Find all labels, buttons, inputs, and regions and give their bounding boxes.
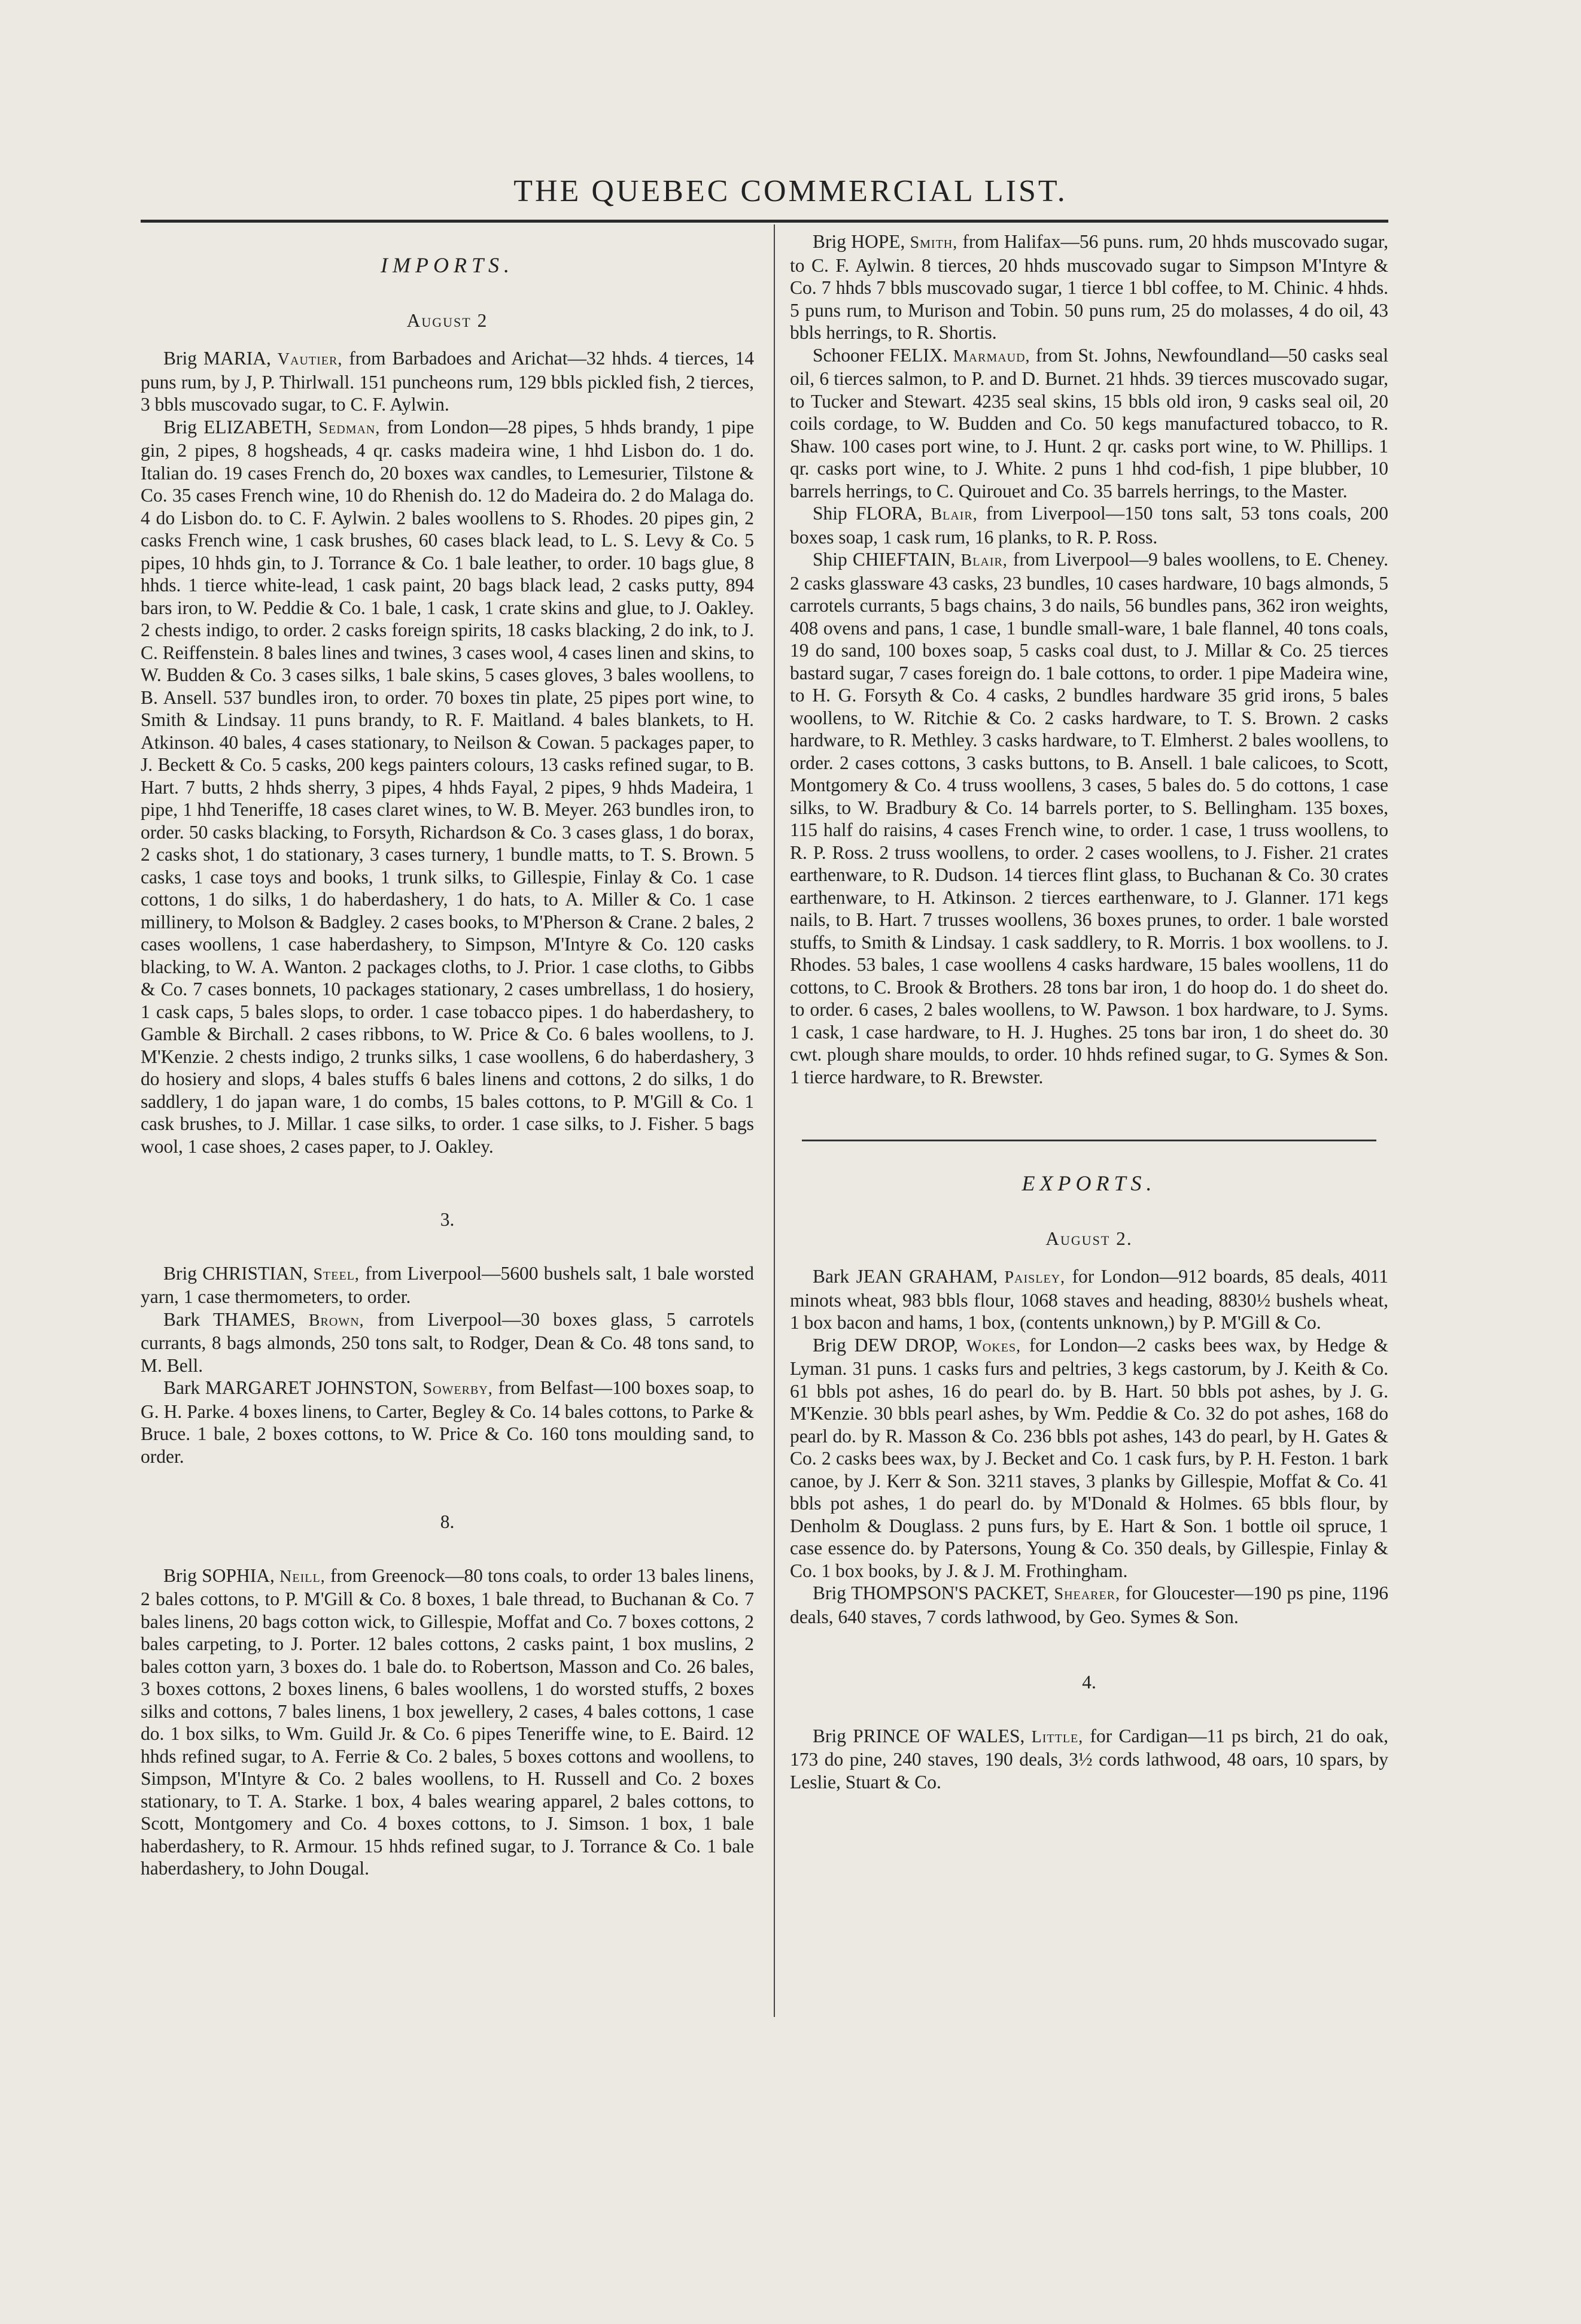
master-name: Wokes,: [966, 1336, 1021, 1356]
left-column: [141, 230, 754, 1880]
vessel-name: Brig PRINCE OF WALES,: [813, 1725, 1025, 1746]
column-divider: [774, 224, 775, 2017]
date-heading: 3.: [440, 1209, 455, 1230]
master-name: Sowerby,: [422, 1380, 493, 1398]
cargo-text: for London—2 casks bees wax, by Hedge & Lyman. 31 puns. 1 casks furs and peltries, 3 kegs castorum, by J. Keith & Co. 61 bbls pot ashes, 16 do pearl do. by B. Hart. 50 bbls pot ashes, by J. G. M'Kenzie. 30 bbls pearl ashes, by Wm. Peddie & Co. 32 do pot ashes, 168 do pearl do. by R. Masson & Co. 236 bbls pot ashes, 143 do pearl, by H. Gates & Co. 2 casks bees wax, by J. Becket and Co. 1 cask furs, by P. H. Feston. 1 bark canoe, by J. Kerr & Son. 3211 staves, 3 planks by Gillespie, Moffat & Co. 41 bbls pot ashes, 1 do pearl do. by M'Donald & Holmes. 65 bbls flour, by Denholm & Douglass. 2 puns furs, by E. Hart & Son. 1 bottle oil spruce, 1 case essence do. by Patersons, Young & Co. 350 deals, by Gillespie, Finlay & Co. 1 box books, by J. & J. M. Frothingham.: [790, 1334, 1388, 1581]
import-entry: [790, 230, 1388, 344]
master-name: Blair,: [960, 551, 1008, 570]
vessel-name: Brig MARIA,: [163, 348, 271, 369]
cargo-text: from Liverpool—9 bales woollens, to E. Cheney. 2 casks glassware 43 casks, 23 bundles, 10 cases hardware, 10 bags almonds, 5 carrotels currants, 5 bags chains, 3 do nails, 56 bundles pans, 362 iron weights, 408 ovens and pans, 1 case, 1 bundle small-ware, 1 bale flannel, 40 tons coals, 19 do sand, 100 boxes soap, 5 casks coal dust, to J. Millar & Co. 25 tierces bastard sugar, 7 cases foreign do. 1 bale cottons, to order. 1 pipe Madeira wine, to H. G. Forsyth & Co. 4 casks, 2 bundles hardware 35 grid irons, 5 bales woollens, to W. Ritchie & Co. 2 casks hardware, to T. S. Brown. 2 casks hardware, to R. Methley. 3 casks hardware, to T. Elmherst. 2 bales woollens, to order. 2 cases cottons, 3 casks buttons, to B. Ansell. 1 bale calicoes, to Scott, Montgomery & Co. 4 truss woollens, 3 cases, 5 bales do. 5 do cottons, 1 case silks, to W. Bradbury & Co. 14 barrels porter, to S. Bellingham. 135 boxes, 115 half do raisins, 4 cases French wine, to order. 1 case, 1 truss woollens, to R. P. Ross. 2 truss woollens, to order. 2 cases woollens, to J. Fisher. 21 crates earthenware, to R. Dudson. 14 tierces flint glass, to Buchanan & Co. 30 crates earthenware, to H. Atkinson. 2 tierces earthenware, to J. Glanner. 171 kegs nails, to B. Hart. 7 trusses woollens, 36 boxes prunes, to order. 1 bale worsted stuffs, to Smith & Lindsay. 1 cask saddlery, to R. Morris. 1 box woollens. to J. Rhodes. 53 bales, 1 case woollens 4 casks hardware, 15 bales woollens, 11 do cottons, to C. Brook & Brothers. 28 tons bar iron, 1 do hoop do. 1 do sheet do. to order. 6 cases, 2 bales woollens, to W. Pawson. 1 box hardware, to J. Syms. 1 cask, 1 case hardware, to H. J. Hughes. 25 tons bar iron, 1 do sheet do. 30 cwt. plough share moulds, to order. 10 hhds refined sugar, to G. Symes & Son. 1 tierce hardware, to R. Brewster.: [790, 549, 1389, 1087]
cargo-text: from Liverpool—5600 bushels salt, 1 bale worsted yarn, 1 case thermometers, to order.: [141, 1262, 755, 1307]
cargo-text: from Halifax—56 puns. rum, 20 hhds muscovado sugar, to C. F. Aylwin. 8 tierces, 20 hhds muscovado sugar to Simpson M'Intyre & Co. 7 hhds 7 bbls muscovado sugar, 1 tierce 1 bbl coffee, to M. Chinic. 4 hhds. 5 puns rum, to Murison and Tobin. 50 puns rum, 25 do molasses, 4 do oil, 43 bbls herrings, to R. Shortis.: [790, 231, 1389, 343]
cargo-text: from Liverpool—30 boxes glass, 5 carrotels currants, 8 bags almonds, 250 tons salt, to Rodger, Dean & Co. 48 tons sand, to M. Bell.: [141, 1308, 755, 1376]
vessel-name: Bark JEAN GRAHAM,: [813, 1266, 998, 1287]
vessel-name: Brig ELIZABETH,: [163, 416, 312, 438]
import-entry: [141, 347, 754, 416]
cargo-text: for Gloucester—190 ps pine, 1196 deals, 640 staves, 7 cords lathwood, by Geo. Symes & Son.: [790, 1582, 1389, 1627]
import-entry: [141, 1564, 754, 1880]
vessel-name: Brig DEW DROP,: [813, 1334, 958, 1356]
master-name: Little,: [1031, 1727, 1084, 1746]
cargo-text: from Barbadoes and Arichat—32 hhds. 4 tierces, 14 puns rum, by J, P. Thirlwall. 151 puncheons rum, 129 bbls pickled fish, 2 tierces, 3 bbls muscovado sugar, to C. F. Aylwin.: [141, 348, 755, 415]
cargo-text: from Liverpool—150 tons salt, 53 tons coals, 200 boxes soap, 1 cask rum, 16 planks, to R. P. Ross.: [790, 503, 1389, 548]
vessel-name: Brig SOPHIA,: [163, 1564, 275, 1586]
imports-heading: IMPORTS.: [381, 253, 514, 277]
master-name: Vautier,: [277, 350, 343, 369]
exports-heading: EXPORTS.: [1021, 1171, 1157, 1195]
date-heading: 8.: [440, 1511, 455, 1532]
export-entry: [790, 1265, 1388, 1334]
export-entry: [790, 1725, 1388, 1794]
master-name: Paisley,: [1004, 1268, 1066, 1287]
master-name: Sedman,: [318, 418, 381, 438]
right-column: [790, 230, 1388, 1793]
vessel-name: Brig HOPE,: [813, 231, 905, 252]
master-name: Smith,: [910, 233, 958, 252]
cargo-text: for Cardigan—11 ps birch, 21 do oak, 173 do pine, 240 staves, 190 deals, 3½ cords lathwood, 48 oars, 10 spars, by Leslie, Stuart & Co.: [790, 1725, 1389, 1793]
vessel-name: Bark THAMES,: [163, 1308, 296, 1330]
vessel-name: Ship FLORA,: [813, 503, 923, 524]
cargo-text: from London—28 pipes, 5 hhds brandy, 1 pipe gin, 2 pipes, 8 hogsheads, 4 qr. casks madeira wine, 1 hhd Lisbon do. 1 do. Italian do. 19 cases French do, 20 boxes wax candles, to Lemesurier, Tilstone & Co. 35 cases French wine, 10 do Rhenish do. 12 do Madeira do. 2 do Malaga do. 4 do Lisbon do. to C. F. Aylwin. 2 bales woollens to S. Rhodes. 20 pipes gin, 2 casks French wine, 1 cask brushes, 60 cases black lead, to L. S. Levy & Co. 5 pipes, 10 hhds gin, to J. Torrance & Co. 1 bale leather, to order. 10 bags glue, 8 hhds. 1 tierce white-lead, 1 cask paint, 20 bags black lead, 2 casks putty, 894 bars iron, to W. Peddie & Co. 1 bale, 1 cask, 1 crate skins and glue, to J. Oakley. 2 chests indigo, to order. 2 casks foreign spirits, 18 casks blacking, 2 do ink, to J. C. Reiffenstein. 8 bales lines and twines, 3 cases wool, 4 cases linen and skins, to W. Budden & Co. 3 cases silks, 1 bale skins, 5 cases gloves, 3 bales woollens, to B. Ansell. 537 bundles iron, to order. 70 boxes tin plate, 25 pipes port wine, to Smith & Lindsay. 11 puns brandy, to R. F. Maitland. 4 bales blankets, to H. Atkinson. 40 bales, 4 cases stationary, to Neilson & Cowan. 5 packages paper, to J. Beckett & Co. 5 casks, 200 kegs painters colours, 13 casks refined sugar, to B. Hart. 7 butts, 2 hhds sherry, 3 pipes, 4 hhds Fayal, 2 pipes, 9 hhds Madeira, 1 pipe, 1 hhd Teneriffe, 18 cases claret wines, to W. B. Meyer. 263 bundles iron, to order. 50 casks blacking, to Forsyth, Richardson & Co. 3 cases glass, 1 do borax, 2 casks shot, 1 do stationary, 3 cases turnery, 1 bundle matts, to T. S. Brown. 5 casks, 1 case toys and books, 1 trunk silks, to Gillespie, Finlay & Co. 1 case cottons, 1 do silks, 1 do haberdashery, 1 do hats, to A. Miller & Co. 1 case millinery, to Molson & Badgley. 2 cases books, to M'Pherson & Crane. 2 bales, 2 cases woollens, 1 case haberdashery, to Simpson, M'Intyre & Co. 120 casks blacking, to W. A. Wanton. 2 packages cloths, to J. Prior. 1 case cloths, to Gibbs & Co. 7 cases bonnets, 10 packages stationary, 2 cases umbrellass, 1 do hosiery, 1 cask caps, 5 bales slops, to order. 1 case tobacco pipes. 1 do haberdashery, to Gamble & Birchall. 2 cases ribbons, to W. Price & Co. 6 bales woollens, to J. M'Kenzie. 2 chests indigo, 2 trunks silks, 1 case woollens, 6 do haberdashery, 3 do hosiery and slops, 4 bales stuffs 6 bales linens and cottons, 2 do silks, 1 do saddlery, 1 do japan ware, 1 do combs, 15 bales cottons, to P. M'Gill & Co. 1 cask brushes, to J. Millar. 1 case silks, to order. 1 case silks, to J. Fisher. 5 bags wool, 1 case shoes, 2 cases paper, to J. Oakley.: [141, 416, 754, 1157]
master-name: Shearer,: [1054, 1585, 1121, 1603]
vessel-name: Ship CHIEFTAIN,: [813, 549, 956, 570]
import-entry: [790, 344, 1388, 503]
export-entry: [790, 1582, 1388, 1628]
cargo-text: from Greenock—80 tons coals, to order 13 bales linens, 2 bales cottons, to P. M'Gill & Co. 8 boxes, 1 bale thread, to Buchanan & Co. 7 bales linens, 20 bags cotton wick, to Gillespie, Moffat and Co. 7 boxes cottons, 2 bales carpeting, to J. Porter. 12 bales cottons, 2 casks paint, 1 box muslins, 2 bales cotton yarn, 3 boxes do. 1 bale do. to Robertson, Masson and Co. 26 bales, 3 boxes cottons, 2 boxes linens, 6 bales woollens, 1 do worsted stuffs, 2 boxes silks and cottons, 7 bales linens, 1 box jewellery, 2 cases, 4 bales cottons, 1 case do. 1 box silks, to Wm. Guild Jr. & Co. 6 pipes Teneriffe wine, to E. Baird. 12 hhds refined sugar, to A. Ferrie & Co. 2 bales, 5 boxes cottons and woollens, to Simpson, M'Intyre & Co. 2 bales woollens, to H. Russell and Co. 2 boxes stationary, to T. A. Starke. 1 box, 4 bales wearing apparel, 2 bales cottons, to Scott, Montgomery and Co. 4 boxes cottons, to J. Simson. 1 box, 1 bale haberdashery, to R. Armour. 15 hhds refined sugar, to J. Torrance & Co. 1 bale haberdashery, to John Dougal.: [141, 1564, 755, 1879]
export-entry: [790, 1334, 1388, 1582]
master-name: Neill,: [279, 1567, 326, 1586]
master-name: Blair,: [931, 505, 978, 524]
page-title: THE QUEBEC COMMERCIAL LIST.: [513, 174, 1068, 208]
date-heading: August 2: [406, 309, 488, 331]
import-entry: [141, 416, 754, 1158]
master-name: Marmaud,: [953, 347, 1030, 366]
master-name: Brown,: [308, 1311, 364, 1330]
vessel-name: Brig CHRISTIAN,: [163, 1262, 308, 1284]
date-heading: August 2.: [1045, 1228, 1133, 1249]
vessel-name: Bark MARGARET JOHNSTON,: [163, 1377, 418, 1398]
cargo-text: for London—912 boards, 85 deals, 4011 minots wheat, 983 bbls flour, 1068 staves and heading, 8830½ bushels wheat, 1 box bacon and hams, 1 box, (contents unknown,) by P. M'Gill & Co.: [790, 1266, 1388, 1333]
vessel-name: Brig THOMPSON'S PACKET,: [813, 1582, 1049, 1603]
cargo-text: from St. Johns, Newfoundland—50 casks seal oil, 6 tierces salmon, to P. and D. Burnet. 21 hhds. 39 tierces muscovado sugar, to Tucker and Stewart. 4235 seal skins, 15 bbls old iron, 9 casks seal oil, 20 coils cordage, to W. Budden and Co. 50 kegs manufactured tobacco, to R. Shaw. 100 cases port wine, to J. Hunt. 2 qr. casks port wine, to W. Phillips. 1 qr. casks port wine, to J. White. 2 puns 1 hhd cod-fish, 1 pipe blubber, 10 barrels herrings, to C. Quirouet and Co. 35 barrels herrings, to the Master.: [790, 344, 1389, 502]
vessel-name: Schooner FELIX.: [813, 344, 948, 366]
import-entry: [141, 1262, 754, 1308]
import-entry: [790, 548, 1388, 1088]
import-entry: [790, 502, 1388, 548]
import-entry: [141, 1377, 754, 1468]
header-rule: [141, 220, 1388, 223]
cargo-text: from Belfast—100 boxes soap, to G. H. Parke. 4 boxes linens, to Carter, Begley & Co. 14 bales cottons, to Parke & Bruce. 1 bale, 2 boxes cottons, to W. Price & Co. 160 tons moulding sand, to order.: [141, 1377, 755, 1467]
master-name: Steel,: [313, 1265, 360, 1284]
date-heading: 4.: [1082, 1672, 1096, 1693]
import-entry: [141, 1308, 754, 1377]
